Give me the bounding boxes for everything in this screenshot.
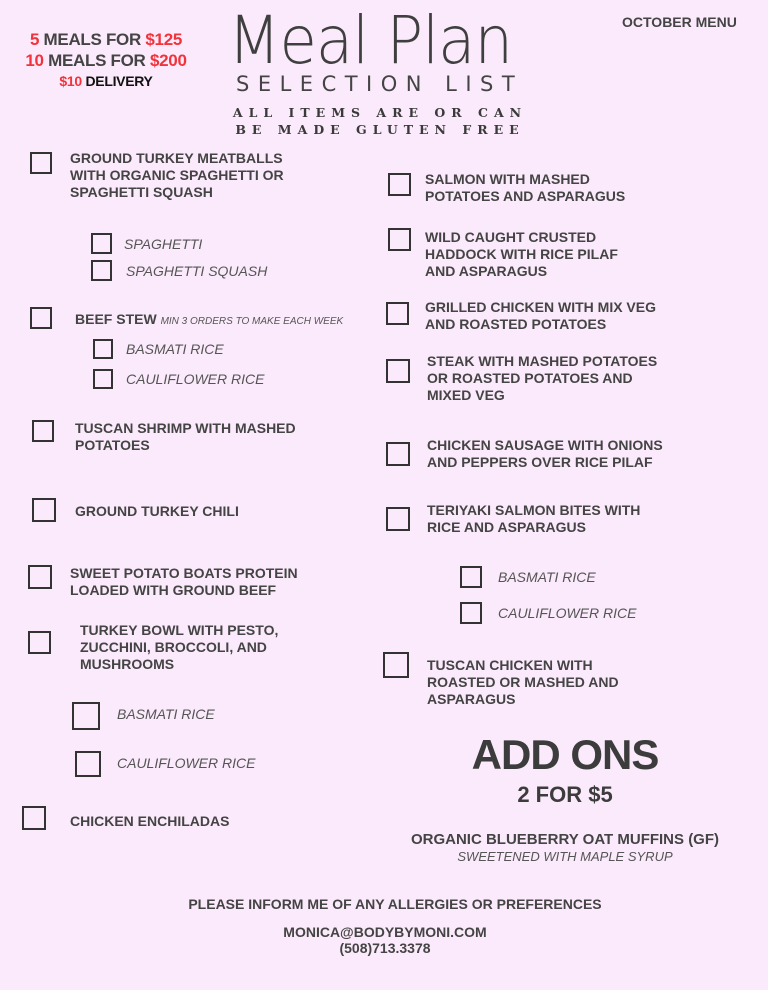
meal-label [75,503,315,520]
meal-checkbox[interactable] [386,507,410,531]
meal-checkbox[interactable] [22,806,46,830]
meal-label [425,171,645,205]
month-label: OCTOBER MENU [622,14,737,30]
option-checkbox[interactable] [460,602,482,624]
label-text: CAULIFLOWER RICE [126,371,265,387]
meal-note: MIN 3 ORDERS TO MAKE EACH WEEK [160,316,344,327]
pricing-delivery [8,71,204,92]
gluten-note-line: ALL ITEMS ARE OR CAN [232,105,528,120]
meal-checkbox[interactable] [386,442,410,466]
meal-label [427,657,637,708]
label-text: TERIYAKI SALMON BITES WITH RICE AND ASPARAGUS [427,502,641,535]
addon-item: ORGANIC BLUEBERRY OAT MUFFINS (GF) [410,831,720,848]
meal-label [70,813,320,830]
page-title: Meal Plan [228,2,513,79]
gluten-free-note [220,104,540,138]
option-checkbox[interactable] [460,566,482,588]
meal-label [425,229,635,280]
label-text: GROUND TURKEY CHILI [75,503,239,519]
option-checkbox[interactable] [75,751,101,777]
addon-item-note: SWEETENED WITH MAPLE SYRUP [457,849,673,864]
option-label [117,755,317,771]
text: MEALS FOR [43,30,141,49]
price: $125 [145,30,183,49]
label-text: BASMATI RICE [126,341,224,357]
gluten-note-line: BE MADE GLUTEN FREE [235,122,525,137]
label-text: SPAGHETTI [124,236,203,252]
meal-label [427,437,677,471]
meal-checkbox[interactable] [30,152,52,174]
option-checkbox[interactable] [72,702,100,730]
allergy-note: PLEASE INFORM ME OF ANY ALLERGIES OR PREFERENCES [188,896,602,912]
meal-checkbox[interactable] [32,498,56,522]
option-checkbox[interactable] [93,369,113,389]
label-text: CAULIFLOWER RICE [498,605,637,621]
meal-label [70,150,285,201]
meal-label [80,622,295,673]
meal-label [425,299,675,333]
option-label [117,706,317,722]
meal-label [70,565,320,599]
option-label [498,569,698,585]
label-text: CAULIFLOWER RICE [117,755,256,771]
label-text: BEEF STEW [75,311,157,327]
meal-checkbox[interactable] [386,302,409,325]
meal-label [75,311,375,330]
qty: 5 [29,30,40,49]
meal-checkbox[interactable] [28,631,51,654]
qty: 10 [25,51,44,70]
meal-checkbox[interactable] [383,652,409,678]
meal-checkbox[interactable] [388,173,411,196]
label-text: GRILLED CHICKEN WITH MIX VEG AND ROASTED POTATOES [425,299,656,332]
option-label [126,371,326,387]
meal-label [427,502,657,536]
option-checkbox[interactable] [91,260,112,281]
text: DELIVERY [85,73,153,89]
label-text: CHICKEN SAUSAGE WITH ONIONS AND PEPPERS OVER RICE PILAF [427,437,663,470]
meal-label [427,353,677,404]
pricing-5-meals [8,29,204,50]
label-text: BASMATI RICE [117,706,215,722]
page-subtitle: SELECTION LIST [236,72,524,96]
label-text: BASMATI RICE [498,569,596,585]
contact-phone[interactable]: (508)713.3378 [339,940,431,956]
addons-deal: 2 FOR $5 [517,782,613,807]
price: $200 [149,51,187,70]
meal-checkbox[interactable] [32,420,54,442]
label-text: WILD CAUGHT CRUSTED HADDOCK WITH RICE PILAF AND ASPARAGUS [425,229,618,279]
meal-label [75,420,315,454]
text: MEALS FOR [48,51,146,70]
label-text: CHICKEN ENCHILADAS [70,813,230,829]
label-text: SWEET POTATO BOATS PROTEIN LOADED WITH GROUND BEEF [70,565,298,598]
addons-heading: ADD ONS [471,731,659,778]
option-label [124,236,324,252]
pricing-10-meals [8,50,204,71]
meal-checkbox[interactable] [30,307,52,329]
label-text: TUSCAN SHRIMP WITH MASHED POTATOES [75,420,296,453]
meal-checkbox[interactable] [388,228,411,251]
label-text: GROUND TURKEY MEATBALLS WITH ORGANIC SPAGHETTI OR SPAGHETTI SQUASH [70,150,284,200]
meal-checkbox[interactable] [28,565,52,589]
label-text: TURKEY BOWL WITH PESTO, ZUCCHINI, BROCCOLI, AND MUSHROOMS [80,622,279,672]
meal-checkbox[interactable] [386,359,410,383]
option-label [126,341,326,357]
option-label [498,605,698,621]
label-text: SALMON WITH MASHED POTATOES AND ASPARAGUS [425,171,626,204]
label-text: TUSCAN CHICKEN WITH ROASTED OR MASHED AND ASPARAGUS [427,657,619,707]
label-text: SPAGHETTI SQUASH [126,263,268,279]
price: $10 [59,73,82,89]
label-text: STEAK WITH MASHED POTATOES OR ROASTED POTATOES AND MIXED VEG [427,353,658,403]
contact-email[interactable]: MONICA@BODYBYMONI.COM [283,924,487,940]
option-checkbox[interactable] [91,233,112,254]
option-label [126,263,326,279]
option-checkbox[interactable] [93,339,113,359]
